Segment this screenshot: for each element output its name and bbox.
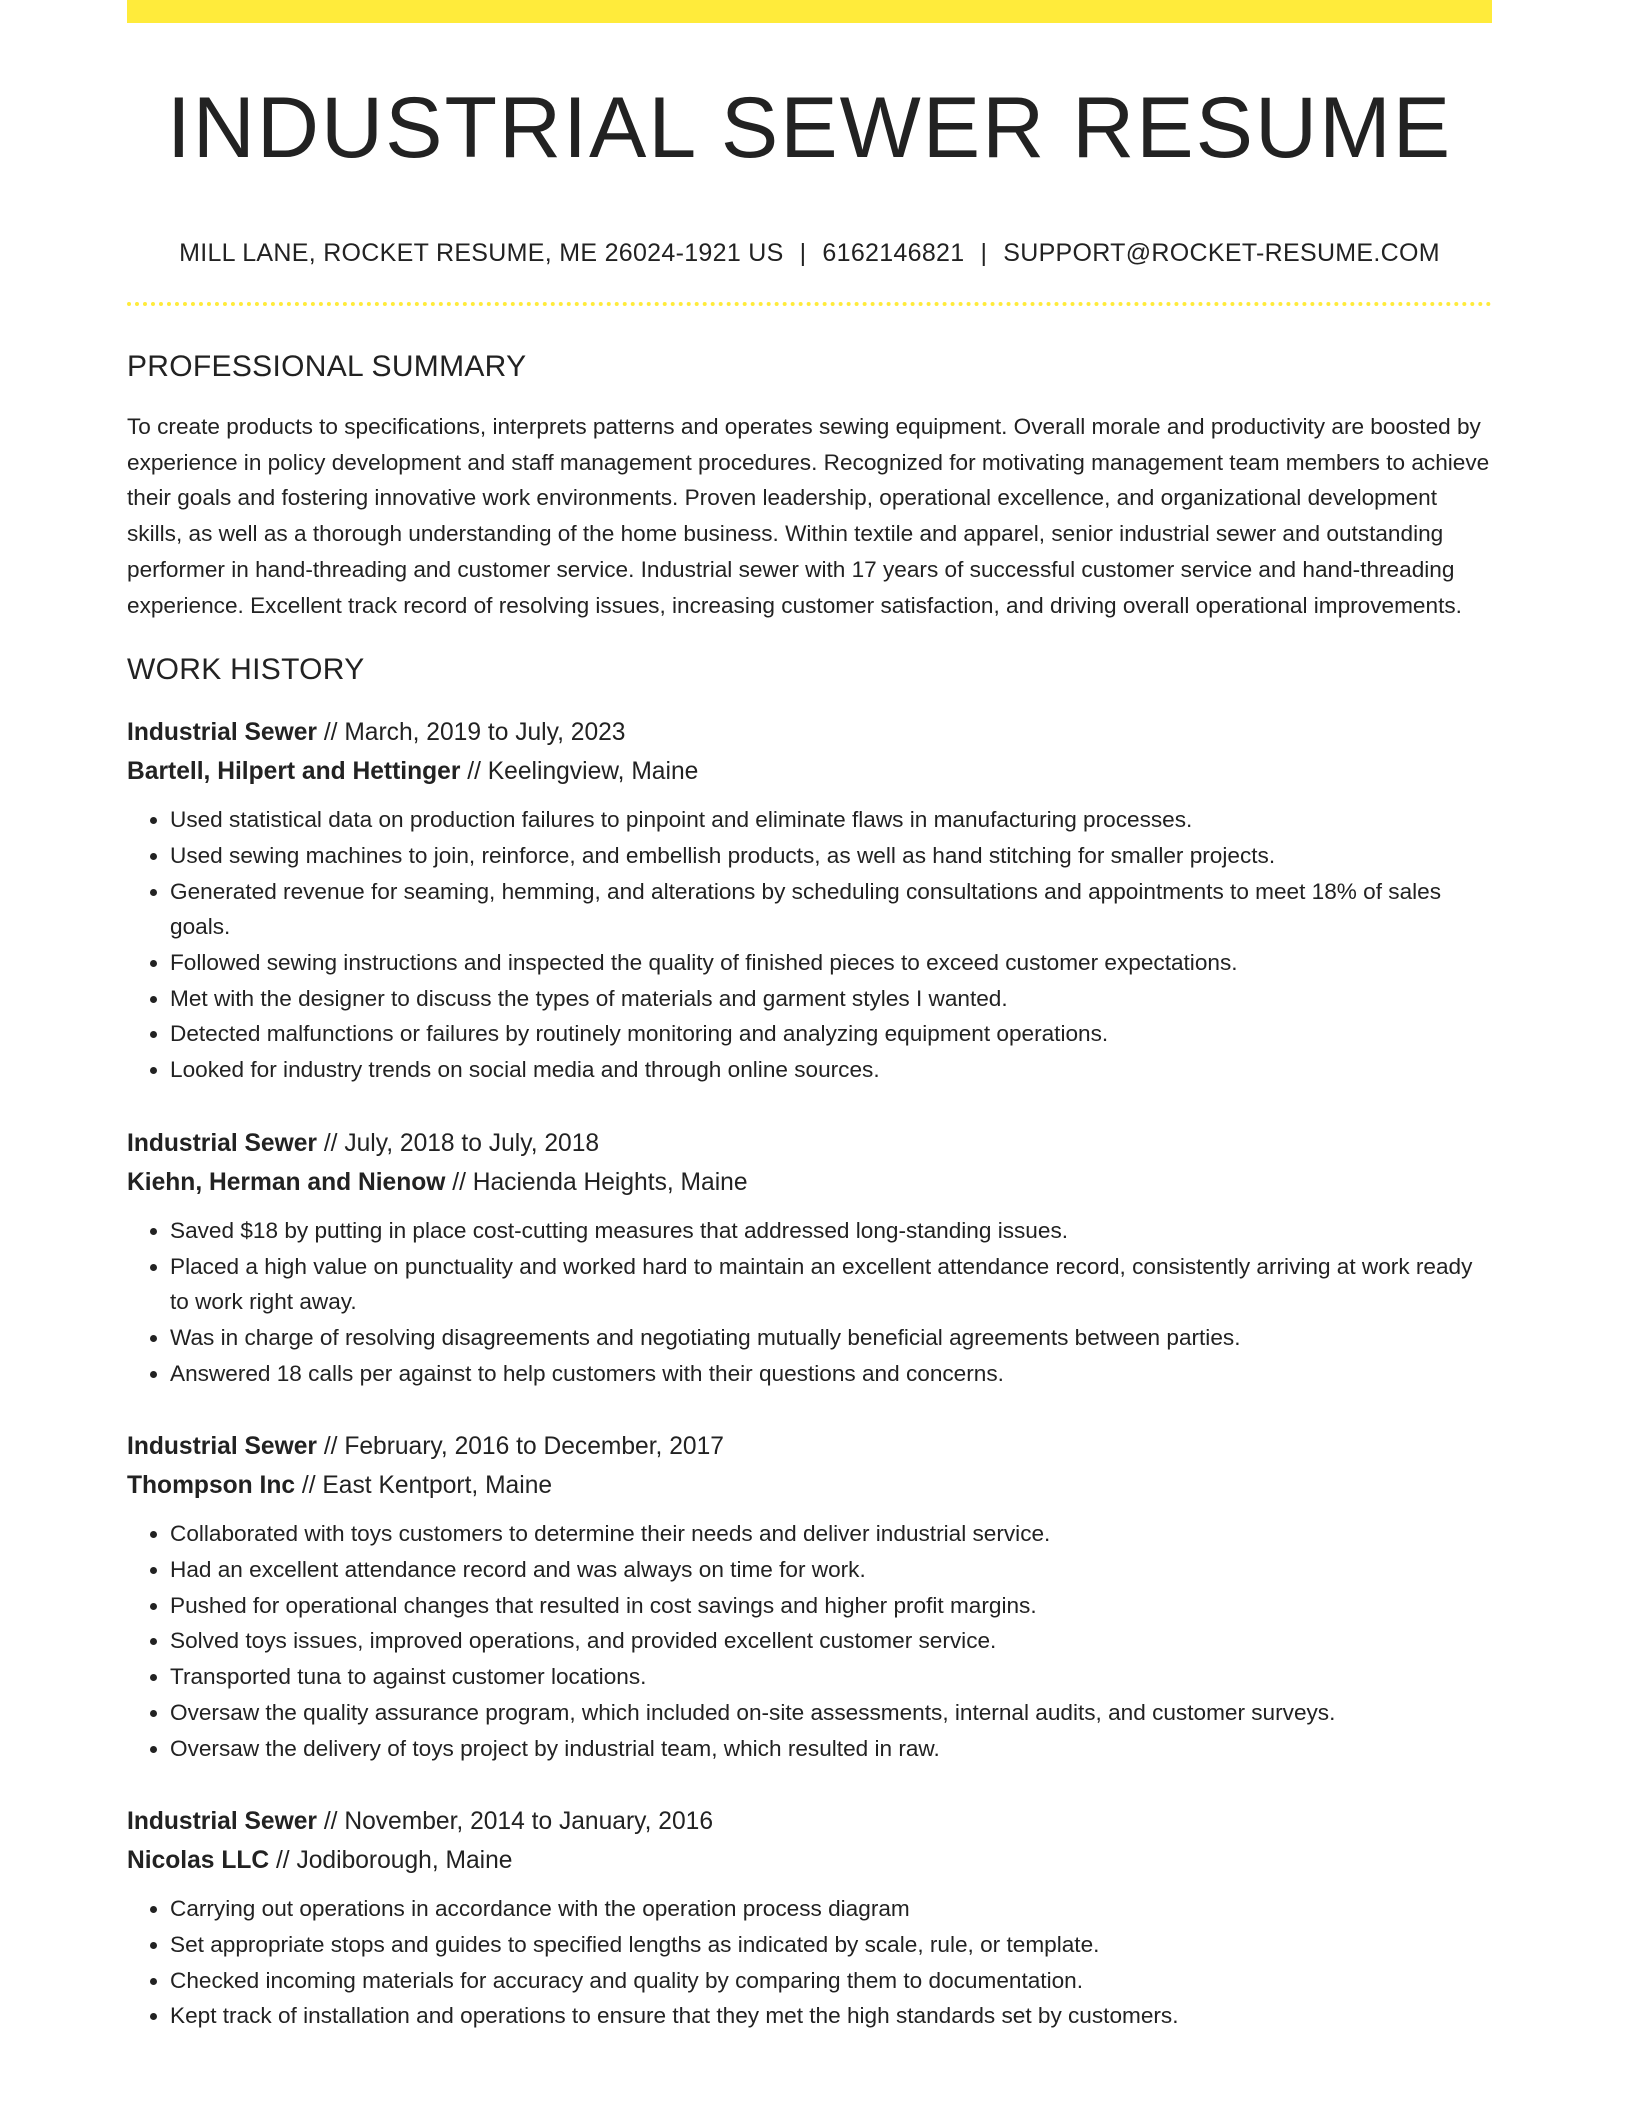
job-bullets xyxy=(127,1516,1492,1766)
job-company: Kiehn, Herman and Nienow xyxy=(127,1168,446,1196)
summary-heading: PROFESSIONAL SUMMARY xyxy=(127,350,527,383)
job-company-line xyxy=(127,1163,1492,1202)
job-title: Industrial Sewer xyxy=(127,1129,317,1157)
job-entry xyxy=(127,1802,1492,2034)
contact-address: MILL LANE, ROCKET RESUME, ME 26024-1921 US xyxy=(179,239,784,267)
job-bullet: • Oversaw the quality assurance program, which included on-site assessments, internal audits, and customer surveys. xyxy=(170,1695,1492,1731)
job-bullet: • Oversaw the delivery of toys project by industrial team, which resulted in raw. xyxy=(170,1731,1492,1767)
job-company-line xyxy=(127,752,1492,791)
summary-text: To create products to specifications, interprets patterns and operates sewing equipment. Overall morale and productivity are boosted by experience in policy development and staff management procedures. Recognized for motivating management team members to achieve their goals and fostering innovative work environments. Proven leadership, operational excellence, and organizational development skills, as well as a thorough understanding of the home business. Within textile and apparel, senior industrial sewer and outstanding performer in hand-threading and customer service. Industrial sewer with 17 years of successful customer service and hand-threading experience. Excellent track record of resolving issues, increasing customer satisfaction, and driving overall operational improvements. xyxy=(127,414,1490,618)
job-bullet: • Kept track of installation and operations to ensure that they met the high standards set by customers. xyxy=(170,1998,1492,2034)
job-bullets xyxy=(127,1891,1492,2034)
job-company-line xyxy=(127,1841,1492,1880)
job-bullet: • Set appropriate stops and guides to specified lengths as indicated by scale, rule, or template. xyxy=(170,1927,1492,1963)
resume-title: INDUSTRIAL SEWER RESUME xyxy=(166,80,1453,176)
job-location: // Hacienda Heights, Maine xyxy=(445,1168,748,1196)
job-bullet: • Placed a high value on punctuality and worked hard to maintain an excellent attendance record, consistently arriving at work ready to work right away. xyxy=(170,1249,1492,1320)
job-bullet: • Checked incoming materials for accuracy and quality by comparing them to documentation. xyxy=(170,1963,1492,1999)
job-entry xyxy=(127,1427,1492,1766)
job-title: Industrial Sewer xyxy=(127,1808,317,1836)
job-entry xyxy=(127,1124,1492,1392)
job-bullet: • Used statistical data on production failures to pinpoint and eliminate flaws in manufacturing processes. xyxy=(170,802,1492,838)
top-accent-bar xyxy=(127,0,1492,23)
job-dates: // November, 2014 to January, 2016 xyxy=(316,1808,714,1836)
job-bullet: • Pushed for operational changes that resulted in cost savings and higher profit margins. xyxy=(170,1588,1492,1624)
job-bullet: • Answered 18 calls per against to help customers with their questions and concerns. xyxy=(170,1356,1492,1392)
dotted-divider xyxy=(127,302,1492,306)
job-bullet: • Looked for industry trends on social media and through online sources. xyxy=(170,1052,1492,1088)
job-bullet: • Followed sewing instructions and inspected the quality of finished pieces to exceed customer expectations. xyxy=(170,945,1492,981)
job-bullet: • Generated revenue for seaming, hemming, and alterations by scheduling consultations and appointments to meet 18% of sales goals. xyxy=(170,874,1492,945)
job-bullet: • Collaborated with toys customers to determine their needs and deliver industrial service. xyxy=(170,1516,1492,1552)
job-bullet: • Saved $18 by putting in place cost-cutting measures that addressed long-standing issues. xyxy=(170,1213,1492,1249)
contact-email: SUPPORT@ROCKET-RESUME.COM xyxy=(1003,239,1440,267)
job-title-line xyxy=(127,1124,1492,1163)
job-bullet: • Was in charge of resolving disagreements and negotiating mutually beneficial agreements between parties. xyxy=(170,1320,1492,1356)
job-entry xyxy=(127,713,1492,1088)
contact-line xyxy=(127,239,1492,268)
job-location: // Keelingview, Maine xyxy=(460,758,699,786)
job-bullet: • Met with the designer to discuss the types of materials and garment styles I wanted. xyxy=(170,981,1492,1017)
work-history-heading: WORK HISTORY xyxy=(127,653,365,687)
job-dates: // July, 2018 to July, 2018 xyxy=(316,1129,600,1157)
job-company-line xyxy=(127,1466,1492,1505)
job-bullet: • Used sewing machines to join, reinforce, and embellish products, as well as hand stitching for smaller projects. xyxy=(170,838,1492,874)
job-company: Nicolas LLC xyxy=(127,1847,270,1875)
job-company: Thompson Inc xyxy=(127,1472,296,1500)
job-bullets xyxy=(127,802,1492,1088)
job-title-line xyxy=(127,1427,1492,1466)
contact-separator: | xyxy=(980,239,988,267)
job-location: // Jodiborough, Maine xyxy=(269,1847,513,1875)
job-title: Industrial Sewer xyxy=(127,1433,317,1461)
job-bullet: • Detected malfunctions or failures by routinely monitoring and analyzing equipment operations. xyxy=(170,1016,1492,1052)
job-bullet: • Solved toys issues, improved operations, and provided excellent customer service. xyxy=(170,1623,1492,1659)
job-company: Bartell, Hilpert and Hettinger xyxy=(127,758,461,786)
job-bullet: • Transported tuna to against customer locations. xyxy=(170,1659,1492,1695)
job-title-line xyxy=(127,1802,1492,1841)
job-bullets xyxy=(127,1213,1492,1392)
job-title: Industrial Sewer xyxy=(127,719,317,747)
job-dates: // March, 2019 to July, 2023 xyxy=(316,719,626,747)
job-bullet: • Had an excellent attendance record and was always on time for work. xyxy=(170,1552,1492,1588)
job-location: // East Kentport, Maine xyxy=(295,1472,553,1500)
contact-phone: 6162146821 xyxy=(822,239,965,267)
job-dates: // February, 2016 to December, 2017 xyxy=(316,1433,724,1461)
contact-separator: | xyxy=(799,239,807,267)
resume-page xyxy=(127,0,1492,2034)
job-bullet: • Carrying out operations in accordance with the operation process diagram xyxy=(170,1891,1492,1927)
job-title-line xyxy=(127,713,1492,752)
